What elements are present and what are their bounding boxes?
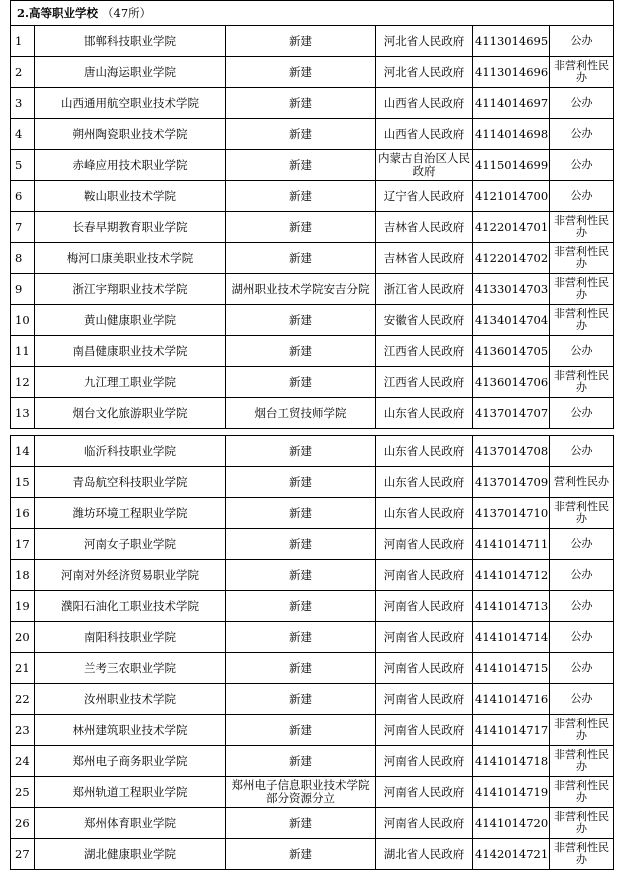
school-code: 4141014720 <box>473 808 550 839</box>
approving-authority: 山东省人民政府 <box>376 436 473 467</box>
school-name: 梅河口康美职业技术学院 <box>35 243 226 274</box>
section-count: （47所） <box>102 5 152 20</box>
section-title <box>11 1 614 26</box>
approving-authority: 河南省人民政府 <box>376 777 473 808</box>
school-name: 九江理工职业学院 <box>35 367 226 398</box>
funding-type: 公办 <box>550 150 614 181</box>
funding-type: 非营利性民办 <box>550 57 614 88</box>
establishment-basis: 新建 <box>226 839 376 870</box>
table-row <box>11 653 614 684</box>
school-code: 4134014704 <box>473 305 550 336</box>
approving-authority: 河南省人民政府 <box>376 808 473 839</box>
establishment-basis: 烟台工贸技师学院 <box>226 398 376 429</box>
funding-type: 公办 <box>550 119 614 150</box>
approving-authority: 河南省人民政府 <box>376 591 473 622</box>
row-number: 7 <box>11 212 35 243</box>
table-row <box>11 839 614 870</box>
establishment-basis: 新建 <box>226 653 376 684</box>
table-row <box>11 560 614 591</box>
table-row <box>11 746 614 777</box>
approving-authority: 吉林省人民政府 <box>376 212 473 243</box>
establishment-basis: 新建 <box>226 746 376 777</box>
school-code: 4141014719 <box>473 777 550 808</box>
funding-type: 非营利性民办 <box>550 715 614 746</box>
table-row <box>11 529 614 560</box>
approving-authority: 吉林省人民政府 <box>376 243 473 274</box>
section-title-text: 2.高等职业学校 <box>17 5 99 20</box>
establishment-basis: 新建 <box>226 243 376 274</box>
approving-authority: 河北省人民政府 <box>376 57 473 88</box>
establishment-basis: 新建 <box>226 560 376 591</box>
row-number: 17 <box>11 529 35 560</box>
funding-type: 公办 <box>550 398 614 429</box>
approving-authority: 江西省人民政府 <box>376 367 473 398</box>
row-number: 27 <box>11 839 35 870</box>
establishment-basis: 新建 <box>226 436 376 467</box>
table-row <box>11 467 614 498</box>
table-row <box>11 498 614 529</box>
funding-type: 公办 <box>550 560 614 591</box>
row-number: 25 <box>11 777 35 808</box>
school-name: 濮阳石油化工职业技术学院 <box>35 591 226 622</box>
row-number: 15 <box>11 467 35 498</box>
school-name: 郑州轨道工程职业学院 <box>35 777 226 808</box>
school-name: 临沂科技职业学院 <box>35 436 226 467</box>
school-code: 4142014721 <box>473 839 550 870</box>
row-number: 12 <box>11 367 35 398</box>
table-row <box>11 26 614 57</box>
approving-authority: 河南省人民政府 <box>376 684 473 715</box>
row-number: 9 <box>11 274 35 305</box>
funding-type: 非营利性民办 <box>550 777 614 808</box>
row-number: 8 <box>11 243 35 274</box>
establishment-basis: 湖州职业技术学院安吉分院 <box>226 274 376 305</box>
school-code: 4141014714 <box>473 622 550 653</box>
funding-type: 营利性民办 <box>550 467 614 498</box>
table-body-part2 <box>11 436 614 870</box>
funding-type: 公办 <box>550 591 614 622</box>
funding-type: 公办 <box>550 653 614 684</box>
school-code: 4137014710 <box>473 498 550 529</box>
funding-type: 公办 <box>550 336 614 367</box>
school-name: 鞍山职业技术学院 <box>35 181 226 212</box>
establishment-basis: 新建 <box>226 367 376 398</box>
school-code: 4141014711 <box>473 529 550 560</box>
approving-authority: 山东省人民政府 <box>376 498 473 529</box>
school-name: 潍坊环境工程职业学院 <box>35 498 226 529</box>
row-number: 3 <box>11 88 35 119</box>
row-number: 5 <box>11 150 35 181</box>
school-name: 汝州职业技术学院 <box>35 684 226 715</box>
approving-authority: 内蒙古自治区人民政府 <box>376 150 473 181</box>
funding-type: 非营利性民办 <box>550 305 614 336</box>
establishment-basis: 新建 <box>226 88 376 119</box>
establishment-basis: 新建 <box>226 591 376 622</box>
school-code: 4115014699 <box>473 150 550 181</box>
approving-authority: 山西省人民政府 <box>376 88 473 119</box>
funding-type: 公办 <box>550 181 614 212</box>
funding-type: 非营利性民办 <box>550 243 614 274</box>
school-name: 朔州陶瓷职业技术学院 <box>35 119 226 150</box>
row-number: 24 <box>11 746 35 777</box>
table-row <box>11 181 614 212</box>
school-name: 赤峰应用技术职业学院 <box>35 150 226 181</box>
table-row <box>11 715 614 746</box>
funding-type: 非营利性民办 <box>550 808 614 839</box>
establishment-basis: 新建 <box>226 684 376 715</box>
school-code: 4137014707 <box>473 398 550 429</box>
funding-type: 公办 <box>550 529 614 560</box>
school-code: 4113014695 <box>473 26 550 57</box>
table-row <box>11 212 614 243</box>
approving-authority: 安徽省人民政府 <box>376 305 473 336</box>
funding-type: 非营利性民办 <box>550 212 614 243</box>
table-row <box>11 684 614 715</box>
school-code: 4141014715 <box>473 653 550 684</box>
table-row <box>11 150 614 181</box>
establishment-basis: 新建 <box>226 498 376 529</box>
row-number: 10 <box>11 305 35 336</box>
school-name: 唐山海运职业学院 <box>35 57 226 88</box>
approving-authority: 河南省人民政府 <box>376 653 473 684</box>
section-title-row <box>11 1 614 26</box>
school-code: 4133014703 <box>473 274 550 305</box>
table-row <box>11 398 614 429</box>
table-row <box>11 622 614 653</box>
school-code: 4137014708 <box>473 436 550 467</box>
school-name: 烟台文化旅游职业学院 <box>35 398 226 429</box>
table-row <box>11 808 614 839</box>
row-number: 21 <box>11 653 35 684</box>
approving-authority: 河南省人民政府 <box>376 560 473 591</box>
table-row <box>11 436 614 467</box>
establishment-basis: 新建 <box>226 622 376 653</box>
approving-authority: 山东省人民政府 <box>376 398 473 429</box>
establishment-basis: 新建 <box>226 181 376 212</box>
funding-type: 非营利性民办 <box>550 746 614 777</box>
school-code: 4114014697 <box>473 88 550 119</box>
row-number: 26 <box>11 808 35 839</box>
approving-authority: 江西省人民政府 <box>376 336 473 367</box>
school-name: 林州建筑职业技术学院 <box>35 715 226 746</box>
school-code: 4141014712 <box>473 560 550 591</box>
row-number: 2 <box>11 57 35 88</box>
approving-authority: 河南省人民政府 <box>376 529 473 560</box>
school-name: 青岛航空科技职业学院 <box>35 467 226 498</box>
funding-type: 公办 <box>550 684 614 715</box>
funding-type: 公办 <box>550 622 614 653</box>
school-code: 4141014716 <box>473 684 550 715</box>
school-code: 4136014705 <box>473 336 550 367</box>
school-name: 河南对外经济贸易职业学院 <box>35 560 226 591</box>
school-code: 4114014698 <box>473 119 550 150</box>
school-name: 兰考三农职业学院 <box>35 653 226 684</box>
funding-type: 非营利性民办 <box>550 839 614 870</box>
funding-type: 公办 <box>550 88 614 119</box>
establishment-basis: 新建 <box>226 57 376 88</box>
funding-type: 非营利性民办 <box>550 274 614 305</box>
schools-table-part2 <box>10 435 614 870</box>
establishment-basis: 新建 <box>226 305 376 336</box>
establishment-basis: 郑州电子信息职业技术学院部分资源分立 <box>226 777 376 808</box>
approving-authority: 浙江省人民政府 <box>376 274 473 305</box>
table-row <box>11 367 614 398</box>
establishment-basis: 新建 <box>226 808 376 839</box>
school-name: 黄山健康职业学院 <box>35 305 226 336</box>
school-name: 郑州电子商务职业学院 <box>35 746 226 777</box>
establishment-basis: 新建 <box>226 150 376 181</box>
school-code: 4136014706 <box>473 367 550 398</box>
table-row <box>11 274 614 305</box>
establishment-basis: 新建 <box>226 336 376 367</box>
table-row <box>11 591 614 622</box>
school-code: 4122014702 <box>473 243 550 274</box>
row-number: 19 <box>11 591 35 622</box>
school-code: 4137014709 <box>473 467 550 498</box>
establishment-basis: 新建 <box>226 26 376 57</box>
approving-authority: 河南省人民政府 <box>376 746 473 777</box>
approving-authority: 湖北省人民政府 <box>376 839 473 870</box>
row-number: 16 <box>11 498 35 529</box>
approving-authority: 河南省人民政府 <box>376 715 473 746</box>
row-number: 18 <box>11 560 35 591</box>
row-number: 4 <box>11 119 35 150</box>
school-name: 南昌健康职业技术学院 <box>35 336 226 367</box>
school-name: 邯郸科技职业学院 <box>35 26 226 57</box>
row-number: 22 <box>11 684 35 715</box>
school-name: 长春早期教育职业学院 <box>35 212 226 243</box>
school-name: 山西通用航空职业技术学院 <box>35 88 226 119</box>
approving-authority: 河南省人民政府 <box>376 622 473 653</box>
row-number: 20 <box>11 622 35 653</box>
table-row <box>11 119 614 150</box>
school-name: 湖北健康职业学院 <box>35 839 226 870</box>
row-number: 6 <box>11 181 35 212</box>
establishment-basis: 新建 <box>226 529 376 560</box>
school-code: 4141014713 <box>473 591 550 622</box>
row-number: 13 <box>11 398 35 429</box>
establishment-basis: 新建 <box>226 212 376 243</box>
row-number: 23 <box>11 715 35 746</box>
school-code: 4141014718 <box>473 746 550 777</box>
table-row <box>11 777 614 808</box>
approving-authority: 山西省人民政府 <box>376 119 473 150</box>
table-row <box>11 243 614 274</box>
school-name: 浙江宇翔职业技术学院 <box>35 274 226 305</box>
table-row <box>11 336 614 367</box>
funding-type: 公办 <box>550 26 614 57</box>
row-number: 14 <box>11 436 35 467</box>
establishment-basis: 新建 <box>226 715 376 746</box>
approving-authority: 河北省人民政府 <box>376 26 473 57</box>
row-number: 1 <box>11 26 35 57</box>
funding-type: 非营利性民办 <box>550 367 614 398</box>
approving-authority: 山东省人民政府 <box>376 467 473 498</box>
row-number: 11 <box>11 336 35 367</box>
school-name: 河南女子职业学院 <box>35 529 226 560</box>
school-code: 4122014701 <box>473 212 550 243</box>
table-row <box>11 305 614 336</box>
approving-authority: 辽宁省人民政府 <box>376 181 473 212</box>
establishment-basis: 新建 <box>226 467 376 498</box>
funding-type: 非营利性民办 <box>550 498 614 529</box>
school-name: 郑州体育职业学院 <box>35 808 226 839</box>
school-code: 4141014717 <box>473 715 550 746</box>
funding-type: 公办 <box>550 436 614 467</box>
establishment-basis: 新建 <box>226 119 376 150</box>
schools-table-part1 <box>10 0 614 429</box>
school-code: 4113014696 <box>473 57 550 88</box>
table-row <box>11 88 614 119</box>
school-code: 4121014700 <box>473 181 550 212</box>
table-body-part1 <box>11 1 614 429</box>
table-row <box>11 57 614 88</box>
school-name: 南阳科技职业学院 <box>35 622 226 653</box>
